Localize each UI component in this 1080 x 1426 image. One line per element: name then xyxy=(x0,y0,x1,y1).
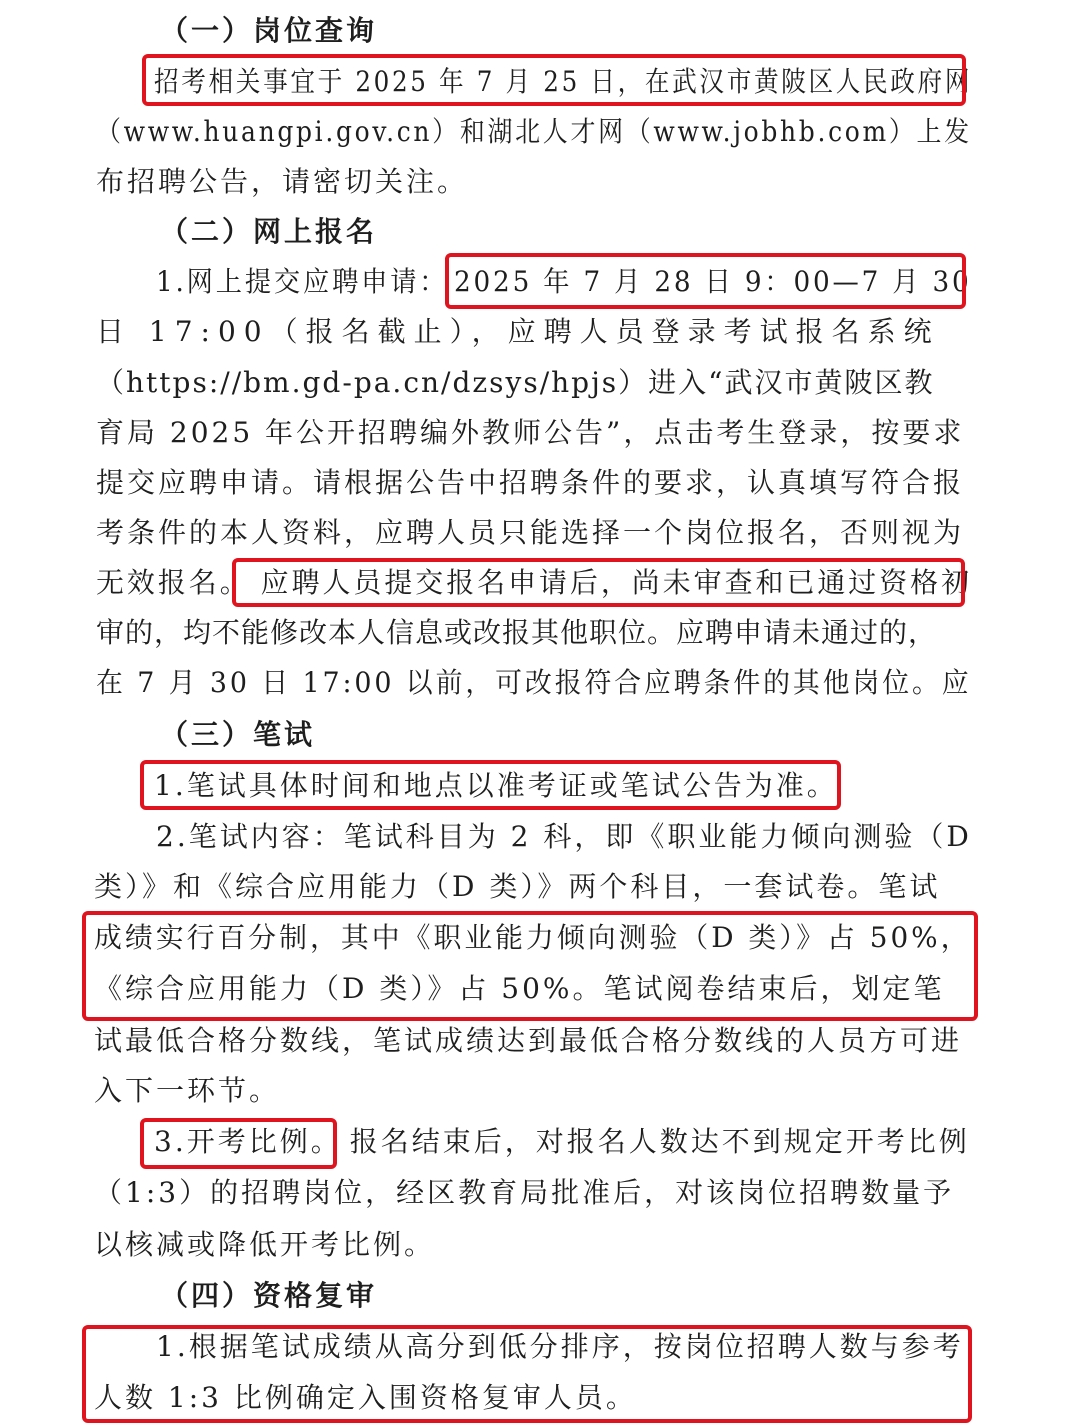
text-segment: 育局 2025 年公开招聘编外教师公告”，点击考生登录，按要求 xyxy=(96,416,965,449)
text-segment: 3.开考比例。 xyxy=(154,1125,342,1158)
text-line xyxy=(96,408,964,458)
text-segment: 应聘人员提交报名申请后，尚未审查和已通过资格初 xyxy=(260,566,973,599)
text-line xyxy=(94,1016,962,1066)
text-line xyxy=(156,812,972,862)
text-line xyxy=(154,1117,970,1167)
text-line xyxy=(96,307,940,357)
text-segment: 无效报名。 xyxy=(96,566,251,599)
text-segment: 日 17:00（报名截止），应聘人员登录考试报名系统 xyxy=(96,315,940,348)
text-segment: 以核减或降低开考比例。 xyxy=(94,1228,436,1261)
text-line xyxy=(96,458,964,508)
section-heading-online-registration: （二）网上报名 xyxy=(160,215,378,248)
registration-period: 2025 年 7 月 28 日 9：00—7 月 30 xyxy=(453,265,972,298)
text-segment: 1.笔试具体时间和地点以准考证或笔试公告为准。 xyxy=(154,769,838,802)
text-line xyxy=(94,862,940,912)
text-segment: 提交应聘申请。请根据公告中招聘条件的要求，认真填写符合报 xyxy=(96,466,965,499)
text-line xyxy=(96,157,468,207)
text-line xyxy=(96,658,972,708)
text-segment-with-link: （https://bm.gd-pa.cn/dzsys/hpjs）进入“武汉市黄陂区教 xyxy=(96,366,935,399)
text-line xyxy=(154,57,972,107)
text-segment: 成绩实行百分制，其中《职业能力倾向测验（D 类）》占 50%， xyxy=(94,921,972,954)
text-segment: 1.网上提交应聘申请： xyxy=(156,265,449,298)
section-heading-position-query: （一）岗位查询 xyxy=(160,14,378,47)
text-segment: 人数 1:3 比例确定入围资格复审人员。 xyxy=(94,1381,637,1414)
text-line xyxy=(154,761,838,811)
text-segment: 布招聘公告，请密切关注。 xyxy=(96,165,469,198)
section-heading-qualification-review: （四）资格复审 xyxy=(160,1279,378,1312)
text-line xyxy=(94,1220,435,1270)
text-line xyxy=(94,964,945,1014)
text-line xyxy=(96,608,937,658)
text-segment-with-links: （www.huangpi.gov.cn）和湖北人才网（www.jobhb.com）上发 xyxy=(96,115,972,148)
text-line xyxy=(96,107,972,157)
text-line xyxy=(94,913,972,963)
text-segment: 2.笔试内容：笔试科目为 2 科，即《职业能力倾向测验（D xyxy=(156,820,972,853)
text-segment: 试最低合格分数线，笔试成绩达到最低合格分数线的人员方可进 xyxy=(94,1024,963,1057)
text-line xyxy=(96,358,934,408)
text-line xyxy=(94,1168,954,1218)
text-line xyxy=(96,558,972,608)
text-line xyxy=(96,508,964,558)
text-line xyxy=(156,1322,964,1372)
text-segment: 审的，均不能修改本人信息或改报其他职位。应聘申请未通过的， xyxy=(96,616,938,649)
text-segment: 报名结束后，对报名人数达不到规定开考比例 xyxy=(349,1125,970,1158)
text-segment: 在 7 月 30 日 17:00 以前，可改报符合应聘条件的其他岗位。应 xyxy=(96,666,972,699)
section-heading-written-exam: （三）笔试 xyxy=(160,718,316,751)
text-segment: （1:3）的招聘岗位，经区教育局批准后，对该岗位招聘数量予 xyxy=(94,1176,955,1209)
text-line xyxy=(94,1066,280,1116)
text-segment: 《综合应用能力（D 类）》占 50%。笔试阅卷结束后，划定笔 xyxy=(94,972,945,1005)
text-segment: 招考相关事宜于 2025 年 7 月 25 日，在武汉市黄陂区人民政府网 xyxy=(154,65,973,98)
text-segment: 类）》和《综合应用能力（D 类）》两个科目，一套试卷。笔试 xyxy=(94,870,941,903)
text-segment: 入下一环节。 xyxy=(94,1074,281,1107)
text-segment: 1.根据笔试成绩从高分到低分排序，按岗位招聘人数与参考 xyxy=(156,1330,964,1363)
text-line xyxy=(94,1373,637,1423)
text-segment: 考条件的本人资料，应聘人员只能选择一个岗位报名，否则视为 xyxy=(96,516,965,549)
text-line xyxy=(156,257,972,307)
